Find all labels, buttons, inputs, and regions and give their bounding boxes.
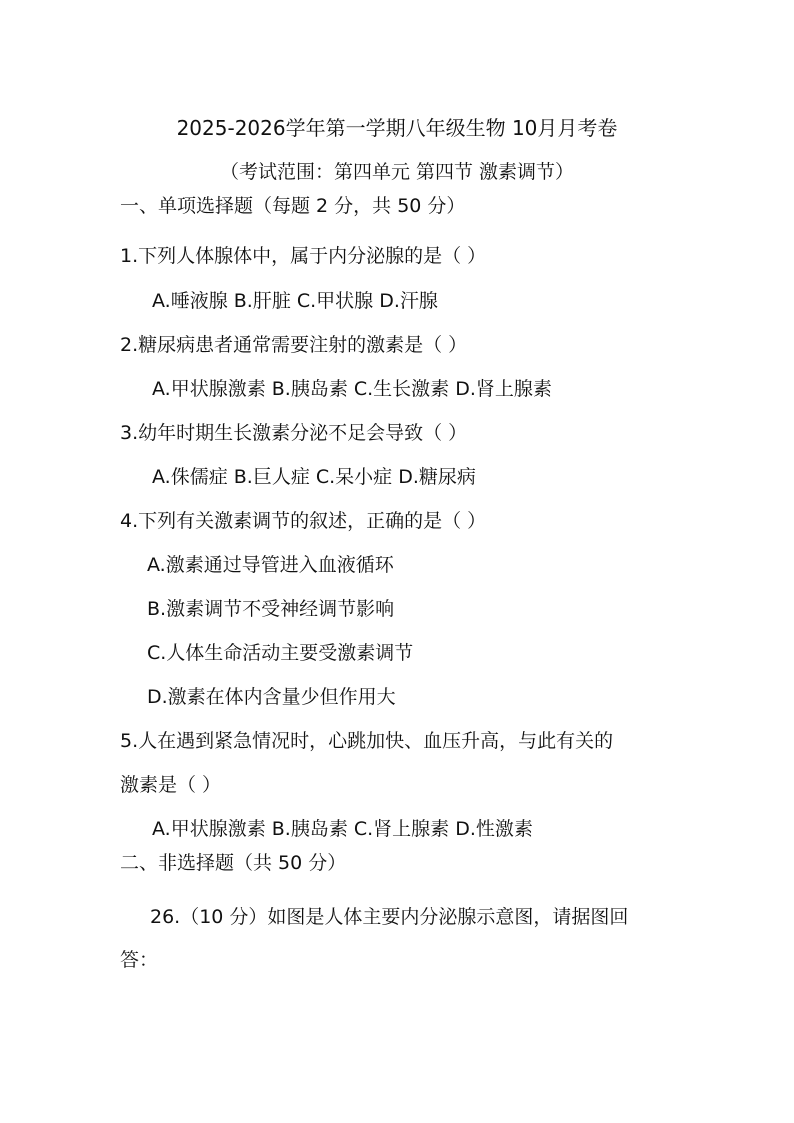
question-5-stem-line1: 5.人在遇到紧急情况时，心跳加快、血压升高，与此有关的 [120,730,614,752]
question-26-line1: 26.（10 分）如图是人体主要内分泌腺示意图，请据图回 [150,906,629,928]
question-5-options: A.甲状腺激素 B.胰岛素 C.肾上腺素 D.性激素 [152,818,533,840]
question-3-stem: 3.幼年时期生长激素分泌不足会导致（ ） [120,422,468,444]
question-4-option-a: A.激素通过导管进入血液循环 [147,554,394,576]
question-1-options: A.唾液腺 B.肝脏 C.甲状腺 D.汗腺 [152,290,438,312]
question-4-stem: 4.下列有关激素调节的叙述，正确的是（ ） [120,510,487,532]
question-4-option-d: D.激素在体内含量少但作用大 [147,686,396,708]
section1-heading: 一、单项选择题（每题 2 分，共 50 分） [120,195,466,217]
question-26-line2: 答： [120,949,159,971]
question-3-options: A.侏儒症 B.巨人症 C.呆小症 D.糖尿病 [152,466,476,488]
question-4-option-c: C.人体生命活动主要受激素调节 [147,642,414,664]
section2-heading: 二、非选择题（共 50 分） [120,852,347,874]
question-1-stem: 1.下列人体腺体中，属于内分泌腺的是（ ） [120,245,487,267]
question-2-stem: 2.糖尿病患者通常需要注射的激素是（ ） [120,334,468,356]
question-2-options: A.甲状腺激素 B.胰岛素 C.生长激素 D.肾上腺素 [152,378,552,400]
question-5-stem-line2: 激素是（ ） [120,774,222,796]
question-4-option-b: B.激素调节不受神经调节影响 [147,598,395,620]
exam-title: 2025-2026学年第一学期八年级生物 10月月考卷 [176,116,618,140]
exam-scope: （考试范围：第四单元 第四节 激素调节） [219,161,575,183]
